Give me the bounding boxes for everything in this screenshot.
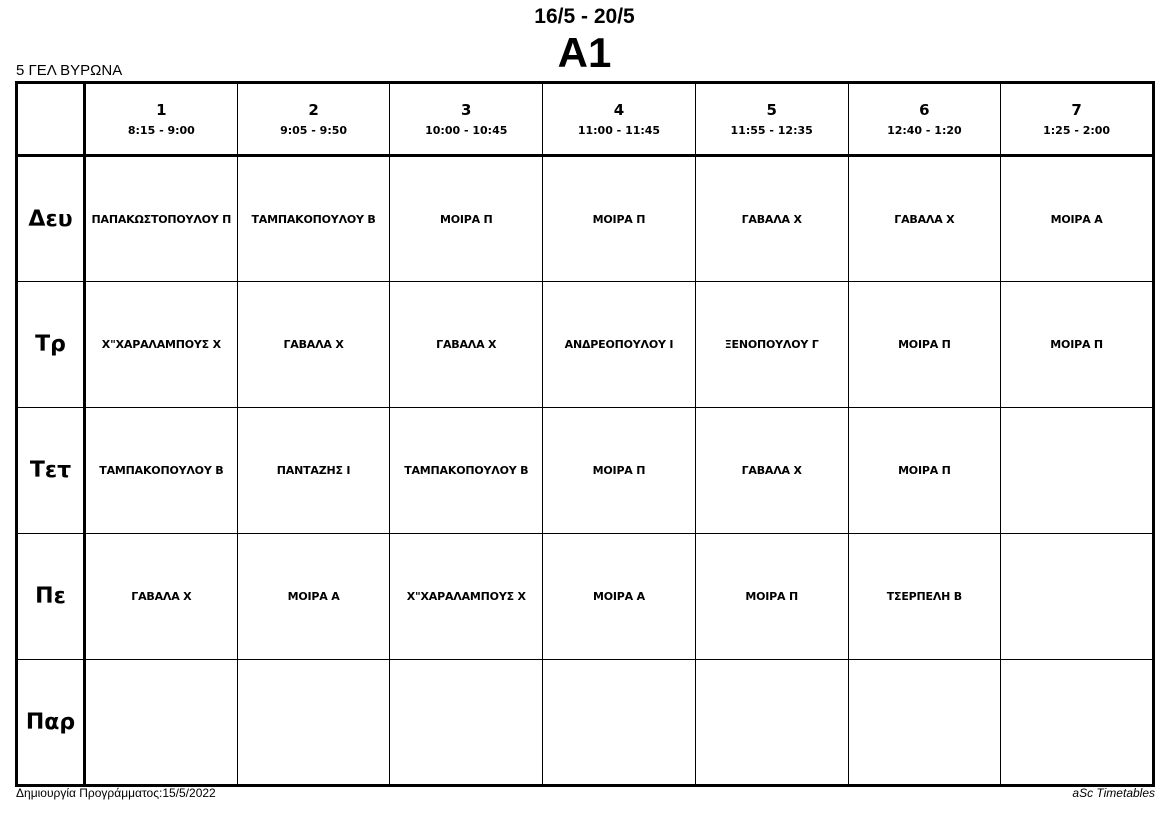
- lesson-cell: ΜΟΙΡΑ Π: [543, 408, 696, 534]
- lesson-cell: Χ"ΧΑΡΑΛΑΜΠΟΥΣ Χ: [85, 282, 238, 408]
- lesson-cell: ΠΑΝΤΑΖΗΣ Ι: [237, 408, 390, 534]
- lesson-cell: Χ"ΧΑΡΑΛΑΜΠΟΥΣ Χ: [390, 534, 543, 660]
- class-title: A1: [557, 29, 612, 76]
- lesson-cell: ΜΟΙΡΑ Π: [695, 534, 848, 660]
- corner-cell: [17, 83, 85, 156]
- period-header: [237, 83, 390, 156]
- lesson-cell: ΜΟΙΡΑ Π: [390, 156, 543, 282]
- created-date: Δημιουργία Προγράμματος:15/5/2022: [16, 786, 216, 800]
- period-time: 11:00 - 11:45: [577, 123, 661, 137]
- lesson-cell: ΓΑΒΑΛΑ Χ: [237, 282, 390, 408]
- lesson-cell: ΓΑΒΑΛΑ Χ: [695, 156, 848, 282]
- school-name: 5 ΓΕΛ ΒΥΡΩΝΑ: [16, 62, 123, 79]
- period-number: 1: [156, 100, 167, 119]
- lesson-cell: ΤΑΜΠΑΚΟΠΟΥΛΟΥ Β: [85, 408, 238, 534]
- period-header: [1001, 83, 1154, 156]
- lesson-cell: [1001, 660, 1154, 786]
- lesson-cell: ΜΟΙΡΑ Π: [1001, 282, 1154, 408]
- day-row: [17, 534, 1154, 660]
- brand-credit: aSc Timetables: [1072, 786, 1155, 800]
- lesson-cell: ΜΟΙΡΑ Π: [848, 282, 1001, 408]
- lesson-cell: ΤΣΕΡΠΕΛΗ Β: [848, 534, 1001, 660]
- lesson-cell: ΤΑΜΠΑΚΟΠΟΥΛΟΥ Β: [390, 408, 543, 534]
- timetable: [15, 81, 1155, 787]
- day-label: Πε: [17, 534, 85, 660]
- lesson-cell: ΓΑΒΑΛΑ Χ: [85, 534, 238, 660]
- period-number: 2: [308, 100, 319, 119]
- lesson-cell: ΜΟΙΡΑ Α: [543, 534, 696, 660]
- lesson-cell: ΠΑΠΑΚΩΣΤΟΠΟΥΛΟΥ Π: [85, 156, 238, 282]
- lesson-cell: ΜΟΙΡΑ Π: [543, 156, 696, 282]
- period-time: 1:25 - 2:00: [1043, 123, 1111, 137]
- period-header-row: [17, 83, 1154, 156]
- lesson-cell: [1001, 534, 1154, 660]
- lesson-cell: ΜΟΙΡΑ Α: [237, 534, 390, 660]
- day-label: Δευ: [17, 156, 85, 282]
- period-header: [848, 83, 1001, 156]
- day-row: [17, 660, 1154, 786]
- day-row: [17, 156, 1154, 282]
- lesson-cell: ΜΟΙΡΑ Π: [848, 408, 1001, 534]
- period-header: [85, 83, 238, 156]
- lesson-cell: ΜΟΙΡΑ Α: [1001, 156, 1154, 282]
- lesson-cell: [1001, 408, 1154, 534]
- period-header: [695, 83, 848, 156]
- day-label: Παρ: [17, 660, 85, 786]
- lesson-cell: [695, 660, 848, 786]
- period-number: 7: [1071, 100, 1082, 119]
- period-number: 3: [461, 100, 472, 119]
- lesson-cell: ΑΝΔΡΕΟΠΟΥΛΟΥ Ι: [543, 282, 696, 408]
- lesson-cell: ΓΑΒΑΛΑ Χ: [390, 282, 543, 408]
- period-header: [390, 83, 543, 156]
- lesson-cell: ΓΑΒΑΛΑ Χ: [848, 156, 1001, 282]
- lesson-cell: ΞΕΝΟΠΟΥΛΟΥ Γ: [695, 282, 848, 408]
- lesson-cell: [85, 660, 238, 786]
- day-label: Τετ: [17, 408, 85, 534]
- day-label: Τρ: [17, 282, 85, 408]
- day-row: [17, 408, 1154, 534]
- day-row: [17, 282, 1154, 408]
- lesson-cell: [543, 660, 696, 786]
- period-number: 5: [766, 100, 777, 119]
- lesson-cell: [848, 660, 1001, 786]
- period-header: [543, 83, 696, 156]
- lesson-cell: [237, 660, 390, 786]
- period-number: 6: [919, 100, 930, 119]
- period-time: 11:55 - 12:35: [730, 123, 813, 137]
- period-time: 9:05 - 9:50: [280, 123, 348, 137]
- period-number: 4: [613, 100, 625, 119]
- period-time: 10:00 - 10:45: [425, 123, 508, 137]
- lesson-cell: ΤΑΜΠΑΚΟΠΟΥΛΟΥ Β: [237, 156, 390, 282]
- week-range: 16/5 - 20/5: [534, 5, 635, 28]
- period-time: 8:15 - 9:00: [127, 123, 195, 137]
- lesson-cell: ΓΑΒΑΛΑ Χ: [695, 408, 848, 534]
- lesson-cell: [390, 660, 543, 786]
- period-time: 12:40 - 1:20: [887, 123, 962, 137]
